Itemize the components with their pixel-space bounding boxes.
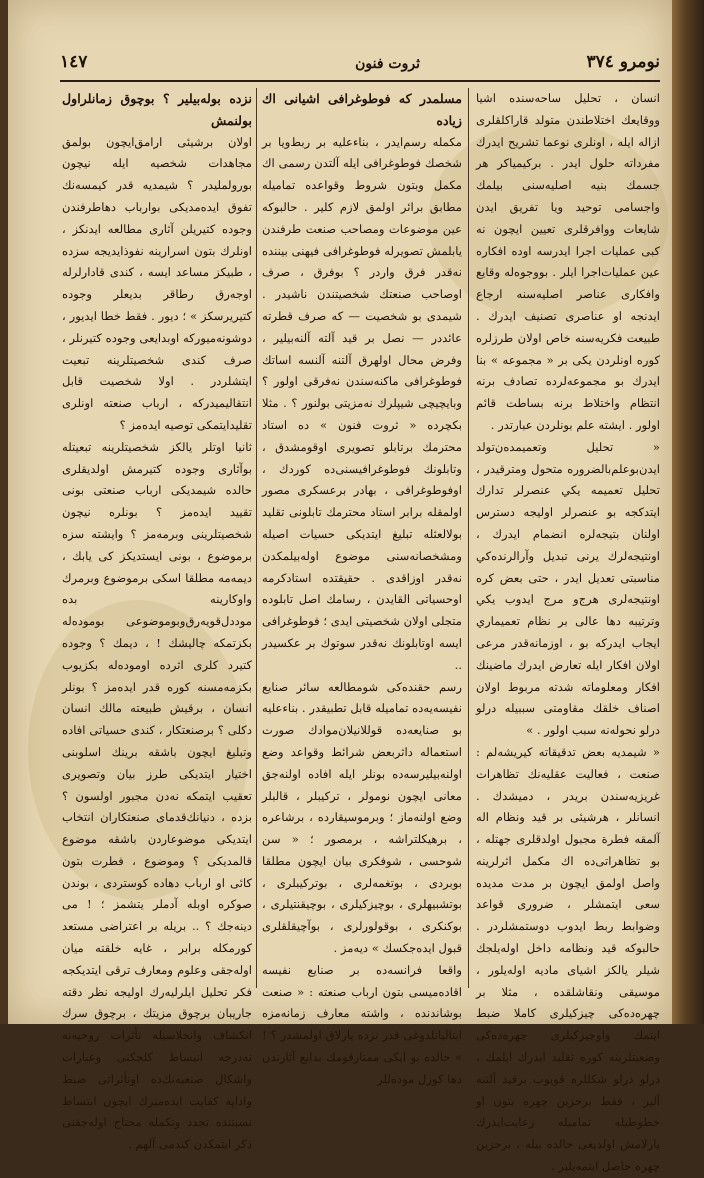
paragraph: واقعا فرانسه‌ده بر صنايع نفيسه اقاده‌ميسى بتون ارباب صنعته : « صنعت بوشاندنده ، واشته معارف زمانه‌مزه ايتاليانلدوغى قدر نزده يارلاق اولمشدر ؟ ! » حالده بو ايكى ممتازقومك بدايع آثارندن دها كوزل موده‌للر (262, 962, 462, 1086)
page-header (60, 52, 660, 92)
paragraph: « شيمديه بعض تدقيقاته كيريشه‌لم : صنعت ، فعاليت عقليه‌نك تظاهرات غريزيه‌سندن بريدر ، دميشدك . انسانلر ، هرشيئى بر قيد ونظام اله آلمقه فطرة مجبول اولدقلرى جهتله ، بو تظاهراتى‌ده اك مكمل اثرلرينه واصل اولمق ايچون بر مدت مديده سعى ايتمشلر ، ضرورى قواعد وضوابط ربط ايدوب دوستمشلردر . حالبوكه قيد ونظامه داخل اوله‌يلجك شيلر يالكز اشياى ماديه اوله‌يلور ، موسيقى ونقاشلقده ، مثلا بر چهره‌ده‌كى چيزكيلرى كاملا ضبط ايتمك واوچيزكيلرى چهره‌ده‌كى وضعيتلرينه كوره تقليد ايدرك ايلمك ، درلو درلو شكللره قويوب برقيد آلتنه آلير ، فقط برحزين چهره بتون او خطوطيله تماميله رعايت‌ايدرك يارلامش اولديغى حالده بيله ، برحزين چهره حاصل ايتمه‌يلير . (476, 744, 660, 1174)
paragraph: ثانيا اوتلر يالكز شخصيتلرينه تبعيتله بوآثارى وجوده كتيرمش اولديقلرى حالده شيمديكى ارباب صنعتى بونى تقييد ايده‌مز ؟ بونلره نيچون شخصيتلرينى وبرمه‌مز ؟ وايشته سزه برموضوع ، بونى ايستديكز كى يابك ، ديمه‌مه مطلقا اسكى برموضوع وبرمرك واوكارينه بده موددل‌قويه‌رق‌وبوموضوعى بوموده‌له بكزتمكه چاليشك ! ، ديمك ؟ وجوده كتيرد كلرى اثرده اوموده‌له بكزيوب بكزمه‌مسنه كوره قدر ايده‌مز ؟ بونلر انسان ، برقيش طبيعته مالك انسان دكلى ؟ برصنعتكار ، كندى حسياتى افاده وتبليغ ايچون باشقه برينك اسلوبنى اختيار ايتديكى طرز بيان وتصويرى تعقيب ايتمكه نه‌دن مجبور اولسون ؟ بزده ، دنيانك‌قدماى صنعتكاران انتخاب ايتديكى موضوعاردن باشقه موضوع قالمديكى ؟ وموضوع ، فطرت بتون كائى او ارباب دهاده كوستردى ، بوندن صوكره اوبله آدملر يتشمز ؛ ! مى دينه‌جك ؟ .. بريله بر اعتراضى مستعد كورمكله برابر ، غايه خلقته ميان اوله‌جقى وعلوم ومعارف ترقى ايتديكجه فكر تحليل ايلرليه‌رك اوليجه نظر دقته جاريبان برچوق مزيتك ، برچوق سرك انكشاف وانجلاسيله تأثرات روحيه‌نه نه‌درجه انبساط كلجكنى وعبارات واشكال صنعيه‌نك‌ده اوتأثراتى ضبط واداپه كفايت ايده‌ميرك ايچون ابتساط نسبتنده تجدد وتكمله محتاج اوله‌جقنى ذكر ايتمكدن كندمى آلهم . (62, 439, 252, 1152)
paragraph: اولان برشيئى ارامق‌ايچون بولمق مجاهدات شخصيه ايله نيچون بورولمليدر ؟ شيمديه قدر كيمسه‌نك تفوق ايده‌مديكى بوارباب دهاطرفندن وجوده كتيريلن آثارى مطالعه ايدنكز ، اونلرك بتون اسرارينه نفوذايديجه سزده ، طبيكز مساعد ايسه ، كندى قادارلرله اوجه‌رق رطاقر بديعلر وجوده كتيريرسكز » ؛ ديور . فقط خطا ايديور ، دوشونه‌ميوركه اوبدايعى وجوده كتيرنلر ، صرف كندى شخصيتلرينه تبعيت ايتشلردر . اولا شخصيت قابل انتقاليميدركه ، ارباب صنعته اونلرى تقليدايتمكى توصيه ايده‌مز ؟ (62, 134, 252, 432)
column-opening-line: نزده بوله‌بيلير ؟ بوچوق زمانلراول بولنمش (62, 91, 252, 128)
column-divider (256, 88, 257, 988)
paragraph: رسم حقنده‌كى شومطالعه سائر صنايع نفيسه‌يه‌ده تماميله قابل تطبيقدر . بناءعليه بو صنايعه‌ده قوللانيلان‌موادك صورت استعماله داثربعض شرائط وقواعد وضع اولنه‌بيلير‌سه‌ده بونلر ايله افاده اولنه‌جق معانى ايچون نومولر ، تركيبلر ، قالبلر وضع اولنه‌ماز ؛ وبرموسيقارده ، برشاعره ، برهيكلتراشه ، برمصور ؛ « سن شوحسى ، شوفكرى بيان ايچون مطلقا بوبردى ، بوتغمه‌لرى ، بوتركيبلرى ، بوتشبيهلرى ، بوچيزكيلرى ، بوچيقنتيلرى ، بوكنكرى ، بوقولورلرى ، بوآچيقلقلرى قبول ايده‌جكسك » ديه‌مز . (262, 679, 462, 956)
text-column-left (62, 88, 252, 1152)
text-column-middle (262, 88, 462, 1086)
issue-number: نومرو ٣٧٤ (586, 52, 660, 72)
page-edge-shadow (672, 0, 704, 1024)
column-opening-line: مسلمدر كه فوطوغرافى اشيانى اك زياده (262, 91, 462, 128)
paragraph: انسان ، تحليل ساحه‌سنده اشيا ووقايعك اختلاطندن متولد قاراكلقلرى ازاله ايله ، اونلرى نوعما تشريح ايدرك مفرداته حلول ايدر . بركيمياكر هر جسمك بنيه اصليه‌سنى بيلمك واجسامى توحيد ويا تفريق ايدن شايعات ووافرقلرى تعيين ايچون نه كبى عمليات اجرا ايدرسه اوده افكاره عين عمليات‌اجرا ايلر . بووجوه‌له وقايع وافكارى عناصر اصليه‌سنه ارجاع ايدنجه او عناصرى تصنيف ايدرك . طبيعت فكريه‌سنه خاص اولان طرزلره كوره اونلردن يكى بر « مجموعه » بنا ايدرك بو مجموعه‌لرده تصادف برنه انتظام واختلاط برنه بساطت قائم اولور . ايشته علم بونلردن عبارتدر . (476, 91, 660, 432)
page-binding-shadow (0, 0, 8, 1024)
text-column-right (476, 88, 660, 1174)
paragraph: « تحليل وتعميمده‌ن‌تولد ايدن‌بوعلم‌بالضروره متحول ومترقيدر ، تحليل تعميمه يكي عنصرلر تدارك ايتدكجه بو عنصرلر اوليجه دسترس اولنان بتيجه‌لره انضمام ايدرك ، اونتيجه‌لرك يرنى تبديل وآرالرنده‌كي مناسبتى تعديل ايدر ، حتى بعض كره اونتيجه‌لرى هرج‌و مرج ايدوب يكي وترتيبه دها عالى بر نظام تعميماري ايجاب ايدركه بو ، اوزمانه‌قدر مرعى اولان افكار ايله تعارض ايدرك ماضينك افكار ومعلوماته شدته مربوط اولان اصناف خلقك مقاومتى سببيله درلو درلو نحوله‌نه سبب اولور . » (476, 439, 660, 738)
column-divider (468, 88, 469, 988)
page-number: ١٤٧ (60, 52, 88, 72)
journal-title: ثروت فنون (355, 56, 420, 72)
paragraph: مكمله رسم‌ايدر ، بناءعليه بر ربط‌ويا بر شخصك فوطوغرافى ايله آلتدن رسمى اك مكمل وبتون شروط وقواعده تماميله مطابق برائر اولمق لازم كلير . حالبوكه عين موضوعات ومصاحب صنعت طرفندن يابلمش تصويرله فوطوغرافى فيهنى بيننده نه‌قدر فرق واردر ؟ بوفرق ، صرف اوصاحب صنعتك شخصيتندن ناشيدر . شيمدى بو شخصيت — كه صرف قطرته عائددر — نصل بر قيد آلته آلنه‌بيلير ، وفرض محال اولهرق آلتنه آلنسه اساتك فوطوغرافى ماكنه‌سندن نه‌فرقى اولور ؟ وبايچيچى شيپلرك نه‌مزيتى بولنور ؟ . مثلا بكچرده « ثروت فنون » ده استاد محترمك برتابلو تصويرى اوقومشدق ، وتابلونك فوطوغرافيسنى‌ده كوردك ، اوفوطوغرافى ، بهادر برعسكرى مصور اولمقله برابر استاد محترمك تابلونى تقليد بولالعثله تبليغ ايتديكى حسيات اصيله ومشخصانه‌سنى موضوع اوله‌بيلمكدن نه‌قدر اوزاقدى . حقيقتده استادكرمه اوحسياتى القايدن ، رسامك اصل تابلوده متجلى اولان شخصيتى ايدى ؛ فوطوغرافى ايسه اوتابلونك نه‌قدر سوتوك بر عكسيدر .. (262, 134, 462, 672)
header-divider (60, 80, 660, 82)
